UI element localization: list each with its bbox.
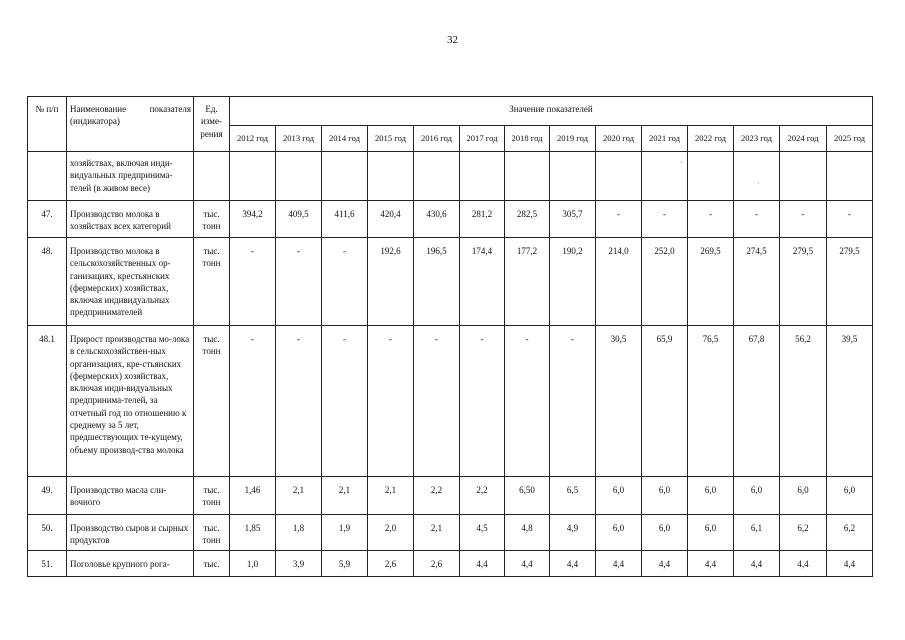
header-year: 2019 год: [550, 126, 596, 152]
value-cell: [596, 152, 642, 201]
value-cell: 6,5: [550, 477, 596, 515]
value-cell: 190,2: [550, 238, 596, 326]
value-cell: [276, 152, 322, 201]
value-cell: 2,6: [368, 551, 414, 577]
value-cell: 196,5: [414, 238, 460, 326]
indicator-name: Производство молока в хозяйствах всех категорий: [67, 201, 194, 238]
unit: тыс. тонн: [194, 326, 230, 477]
value-cell: -: [322, 326, 368, 477]
value-cell: 6,0: [596, 477, 642, 515]
value-cell: 76,5: [688, 326, 734, 477]
value-cell: 1,9: [322, 515, 368, 551]
value-cell: 6,0: [734, 477, 780, 515]
table-row: [28, 326, 873, 477]
value-cell: -: [642, 201, 688, 238]
value-cell: 6,1: [734, 515, 780, 551]
row-number: 48.1: [28, 326, 67, 477]
value-cell: 56,2: [780, 326, 827, 477]
value-cell: -: [550, 326, 596, 477]
value-cell: -: [688, 201, 734, 238]
header-unit: Ед. изме-рения: [194, 97, 230, 152]
value-cell: 6,0: [596, 515, 642, 551]
value-cell: 6,0: [780, 477, 827, 515]
value-cell: 2,2: [460, 477, 505, 515]
value-cell: 2,1: [414, 515, 460, 551]
indicator-name: Производство молока в сельскохозяйственных ор-ганизациях, крестьянских (фермерских) хозяйствах, включая индивидуальных предпринимателей: [67, 238, 194, 326]
value-cell: 39,5: [827, 326, 873, 477]
value-cell: 274,5: [734, 238, 780, 326]
value-cell: -: [276, 326, 322, 477]
value-cell: -: [780, 201, 827, 238]
value-cell: 1,85: [230, 515, 276, 551]
value-cell: 6,0: [688, 477, 734, 515]
value-cell: 4,9: [550, 515, 596, 551]
unit: тыс. тонн: [194, 201, 230, 238]
value-cell: [368, 152, 414, 201]
scan-speck: ·: [757, 179, 760, 188]
header-year: 2014 год: [322, 126, 368, 152]
value-cell: 409,5: [276, 201, 322, 238]
value-cell: 177,2: [505, 238, 550, 326]
value-cell: 4,4: [642, 551, 688, 577]
value-cell: 282,5: [505, 201, 550, 238]
value-cell: 4,4: [596, 551, 642, 577]
table-row: [28, 551, 873, 577]
header-values: Значение показателей: [230, 97, 873, 126]
value-cell: -: [230, 238, 276, 326]
value-cell: 3,9: [276, 551, 322, 577]
value-cell: 4,4: [780, 551, 827, 577]
header-year: 2016 год: [414, 126, 460, 152]
value-cell: 4,4: [827, 551, 873, 577]
value-cell: -: [276, 238, 322, 326]
header-year: 2023 год: [734, 126, 780, 152]
value-cell: [230, 152, 276, 201]
header-year: 2015 год: [368, 126, 414, 152]
value-cell: -: [368, 326, 414, 477]
value-cell: 4,4: [734, 551, 780, 577]
value-cell: [414, 152, 460, 201]
table-header: [28, 97, 873, 152]
row-number: [28, 152, 67, 201]
value-cell: 67,8: [734, 326, 780, 477]
header-year: 2017 год: [460, 126, 505, 152]
header-year: 2025 год: [827, 126, 873, 152]
value-cell: [827, 152, 873, 201]
header-num: № п/п: [28, 97, 67, 152]
table-row: [28, 201, 873, 238]
value-cell: 4,4: [550, 551, 596, 577]
header-year: 2013 год: [276, 126, 322, 152]
header-year: 2021 год: [642, 126, 688, 152]
value-cell: [550, 152, 596, 201]
value-cell: [734, 152, 780, 201]
value-cell: 4,5: [460, 515, 505, 551]
value-cell: [460, 152, 505, 201]
value-cell: 394,2: [230, 201, 276, 238]
value-cell: 4,4: [688, 551, 734, 577]
row-number: 50.: [28, 515, 67, 551]
value-cell: 279,5: [827, 238, 873, 326]
value-cell: 269,5: [688, 238, 734, 326]
scan-speck: ·: [680, 158, 683, 167]
value-cell: 2,0: [368, 515, 414, 551]
value-cell: 2,2: [414, 477, 460, 515]
header-year: 2020 год: [596, 126, 642, 152]
value-cell: 4,8: [505, 515, 550, 551]
value-cell: 279,5: [780, 238, 827, 326]
row-number: 48.: [28, 238, 67, 326]
indicators-table: [27, 96, 873, 577]
value-cell: 6,0: [827, 477, 873, 515]
value-cell: 2,6: [414, 551, 460, 577]
value-cell: 1,8: [276, 515, 322, 551]
value-cell: -: [414, 326, 460, 477]
value-cell: 6,0: [642, 477, 688, 515]
value-cell: 192,6: [368, 238, 414, 326]
row-number: 47.: [28, 201, 67, 238]
value-cell: [322, 152, 368, 201]
value-cell: 420,4: [368, 201, 414, 238]
unit: тыс. тонн: [194, 238, 230, 326]
value-cell: 6,0: [642, 515, 688, 551]
row-number: 49.: [28, 477, 67, 515]
indicator-name: Поголовье крупного рога-: [67, 551, 194, 577]
header-year: 2012 год: [230, 126, 276, 152]
value-cell: 65,9: [642, 326, 688, 477]
value-cell: 174,4: [460, 238, 505, 326]
value-cell: 6,2: [827, 515, 873, 551]
value-cell: -: [322, 238, 368, 326]
indicator-name: Производство масла сли-вочного: [67, 477, 194, 515]
header-year: 2024 год: [780, 126, 827, 152]
table-row: [28, 238, 873, 326]
indicator-name: Прирост производства мо-лока в сельскохозяйствен-ных организациях, кре-стьянских (фермерских) хозяйствах, включая инди-видуальных предпринима-телей, за отчетный год по отношению к среднему за 5 лет, предшествующих те-кущему, объему производ-ства молока: [67, 326, 194, 477]
value-cell: 2,1: [322, 477, 368, 515]
table-row: [28, 515, 873, 551]
value-cell: 281,2: [460, 201, 505, 238]
value-cell: 4,4: [460, 551, 505, 577]
header-year: 2018 год: [505, 126, 550, 152]
header-name: Наименование показателя (индикатора): [67, 97, 194, 152]
value-cell: -: [230, 326, 276, 477]
value-cell: -: [460, 326, 505, 477]
value-cell: [505, 152, 550, 201]
value-cell: 2,1: [276, 477, 322, 515]
value-cell: [688, 152, 734, 201]
value-cell: 6,50: [505, 477, 550, 515]
unit: тыс. тонн: [194, 515, 230, 551]
value-cell: 4,4: [505, 551, 550, 577]
value-cell: 430,6: [414, 201, 460, 238]
value-cell: 2,1: [368, 477, 414, 515]
value-cell: -: [827, 201, 873, 238]
table-row: [28, 152, 873, 201]
value-cell: 214,0: [596, 238, 642, 326]
value-cell: -: [505, 326, 550, 477]
value-cell: 252,0: [642, 238, 688, 326]
value-cell: 411,6: [322, 201, 368, 238]
value-cell: -: [734, 201, 780, 238]
value-cell: 1,46: [230, 477, 276, 515]
header-row-1: [28, 97, 873, 126]
indicator-name: хозяйствах, включая инди-видуальных предпринима-телей (в живом весе): [67, 152, 194, 201]
unit: тыс. тонн: [194, 477, 230, 515]
value-cell: [780, 152, 827, 201]
page-number: 32: [447, 34, 458, 46]
value-cell: -: [596, 201, 642, 238]
value-cell: 305,7: [550, 201, 596, 238]
table-row: [28, 477, 873, 515]
value-cell: 30,5: [596, 326, 642, 477]
value-cell: 1,0: [230, 551, 276, 577]
indicator-name: Производство сыров и сырных продуктов: [67, 515, 194, 551]
unit: тыс.: [194, 551, 230, 577]
value-cell: 5,9: [322, 551, 368, 577]
unit: [194, 152, 230, 201]
table-body: [28, 152, 873, 577]
value-cell: 6,2: [780, 515, 827, 551]
row-number: 51.: [28, 551, 67, 577]
value-cell: 6,0: [688, 515, 734, 551]
header-year: 2022 год: [688, 126, 734, 152]
